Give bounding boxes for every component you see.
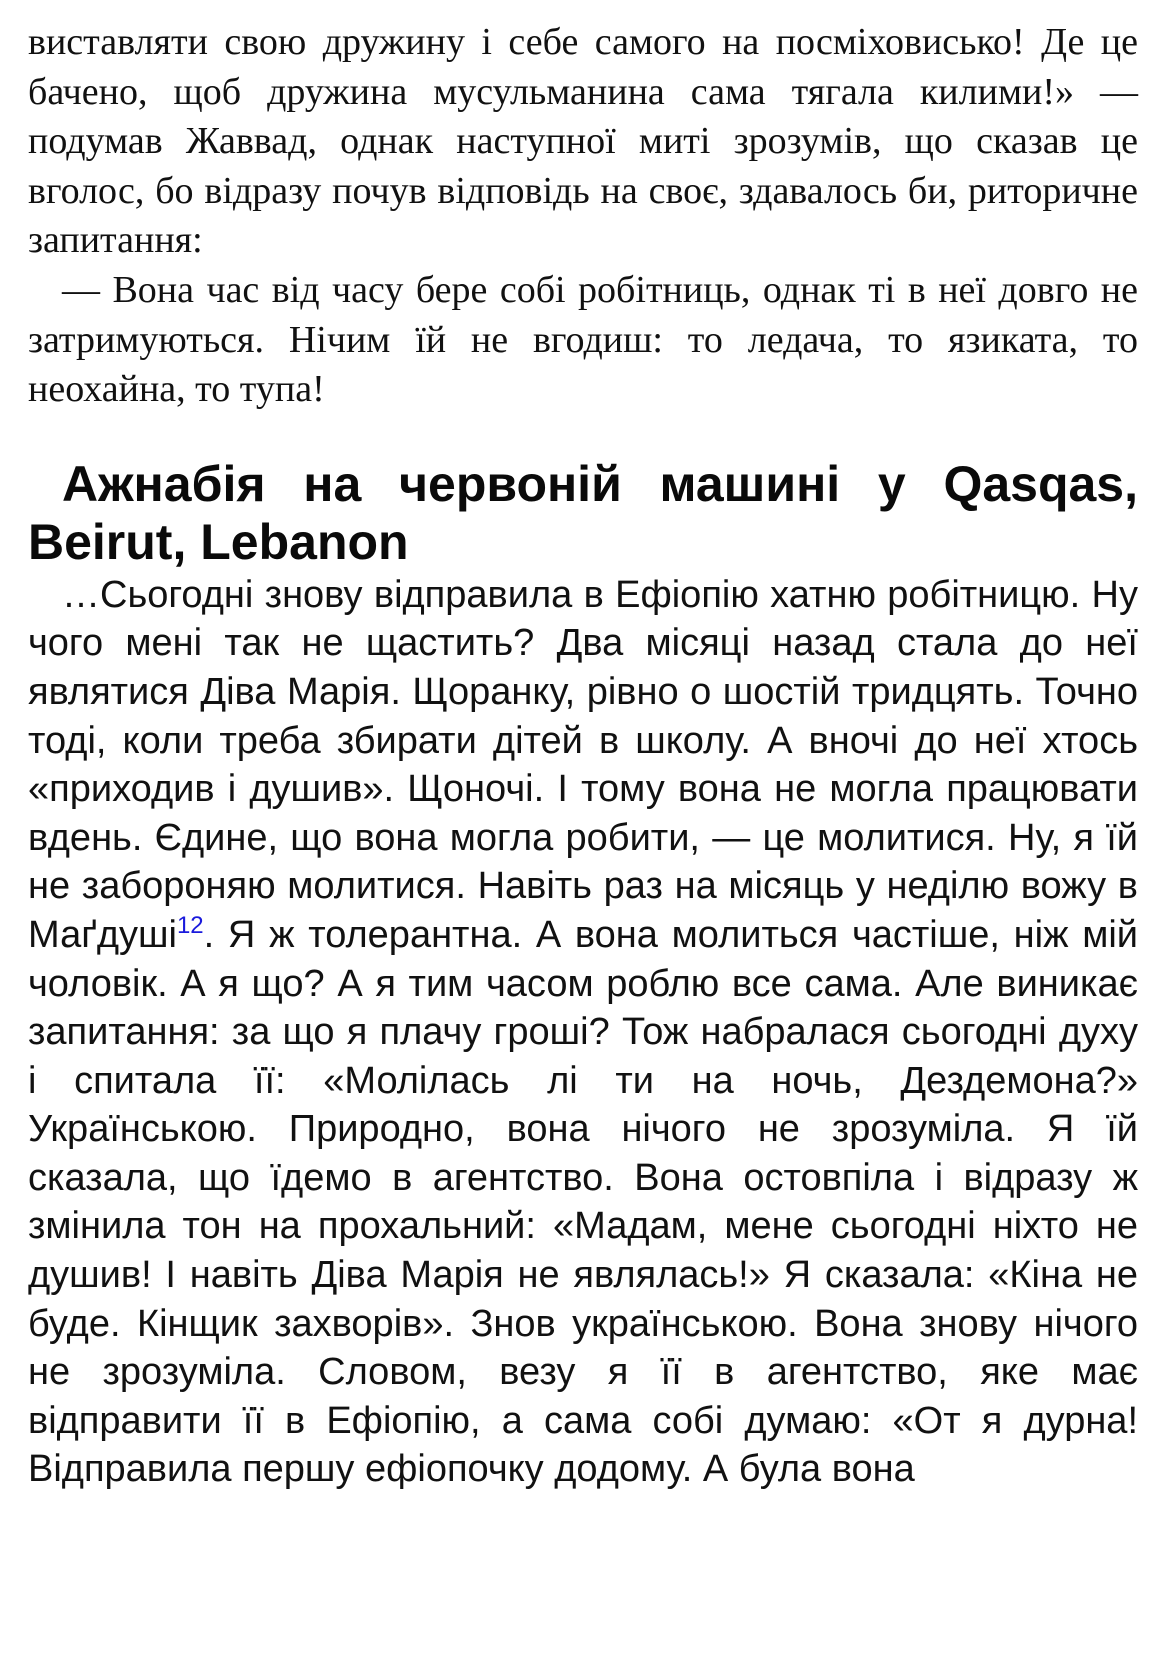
paragraph-dialogue: — Вона час від часу бере собі робітниць, однак ті в неї довго не затримуються. Нічим їй не вгодиш: то ледача, то язиката, то неохайна, то тупа! <box>28 268 1138 411</box>
chapter-body <box>28 571 1138 1494</box>
chapter-paragraph <box>28 571 1138 1494</box>
chapter-title: Ажнабія на червоній машині у Qasqas, Beirut, Lebanon <box>28 455 1138 570</box>
text-before-footnote: …Сьогодні знову відправила в Ефіопію хатню робітницю. Ну чого мені так не щастить? Два місяці назад стала до неї являтися Діва Марія. Щоранку, рівно о шостій тридцять. Точно тоді, коли треба збирати дітей в школу. А вночі до неї хтось «приходив і душив». Щоночі. І тому вона не могла працювати вдень. Єдине, що вона могла робити, — це молитися. Ну, я їй не забороняю молитися. Навіть раз на місяць у неділю вожу в Маґдуші <box>28 573 1138 956</box>
text-after-footnote: . Я ж толерантна. А вона молиться частіше, ніж мій чоловік. А я що? А я тим часом роблю все сама. Але виникає запитання: за що я плачу гроші? Тож набралася сьогодні духу і спитала її: «Молілась лі ти на ночь, Дездемона?» Українською. Природно, вона нічого не зрозуміла. Я їй сказала, що їдемо в агентство. Вона остовпіла і відразу ж змінила тон на прохальний: «Мадам, мене сьогодні ніхто не душив! І навіть Діва Марія не являлась!» Я сказала: «Кіна не буде. Кінщик захворів». Знов українською. Вона знову нічого не зрозуміла. Словом, везу я її в агентство, яке має відправити її в Ефіопію, а сама собі думаю: «От я дурна! Відправила першу ефіопочку додому. А була вона <box>28 913 1138 1491</box>
book-page <box>28 18 1138 1494</box>
previous-section-text <box>28 18 1138 415</box>
footnote-link[interactable]: 12 <box>176 911 204 939</box>
paragraph-continuation: виставляти свою дружину і себе самого на посміховисько! Де це бачено, щоб дружина мусульманина сама тягала килими!» — подумав Жаввад, однак наступної миті зрозумів, що сказав це вголос, бо відразу почув відповідь на своє, здавалось би, риторичне запитання: <box>28 21 1138 262</box>
